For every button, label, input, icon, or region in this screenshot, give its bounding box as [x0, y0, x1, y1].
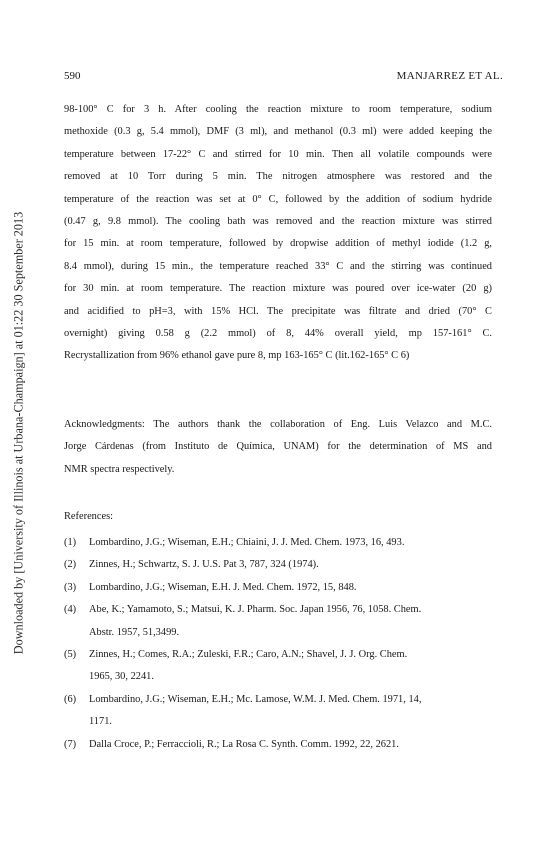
reference-text: Lombardino, J.G.; Wiseman, E.H. J. Med. Chem. 1972, 15, 848.: [89, 581, 357, 593]
body-line: methoxide (0.3 g, 5.4 mmol), DMF (3 ml), and methanol (0.3 ml) were added keeping the: [64, 126, 492, 138]
reference-number: (1): [64, 537, 77, 548]
reference-number: (2): [64, 559, 77, 571]
body-line: 98-100° C for 3 h. After cooling the reaction mixture to room temperature, sodium: [64, 104, 492, 115]
reference-item: [64, 599, 504, 644]
reference-text: Zinnes, H.; Schwartz, S. J. U.S. Pat 3, 787, 324 (1974).: [89, 559, 319, 571]
body-line: temperature between 17-22° C and stirred for 10 min. Then all volatile compounds were: [64, 148, 492, 160]
ack-line: NMR spectra respectively.: [64, 463, 175, 475]
experimental-paragraph: [64, 99, 492, 368]
ack-line: Acknowledgments: The authors thank the collaboration of Eng. Luis Velazco and M.C.: [64, 419, 492, 430]
body-line: temperature of the reaction was set at 0° C, followed by the addition of sodium hydride: [64, 193, 492, 205]
reference-number: (4): [64, 604, 77, 616]
reference-text: Abe, K.; Yamamoto, S.; Matsui, K. J. Pharm. Soc. Japan 1956, 76, 1058. Chem.: [89, 604, 422, 616]
acknowledgments: [64, 414, 492, 481]
running-title: MANJARREZ ET AL.: [396, 70, 503, 82]
reference-text: Dalla Croce, P.; Ferraccioli, R.; La Rosa C. Synth. Comm. 1992, 22, 2621.: [89, 738, 399, 750]
reference-text: Lombardino, J.G.; Wiseman, E.H.; Chiaini, J. J. Med. Chem. 1973, 16, 493.: [89, 537, 405, 548]
reference-item: [64, 577, 504, 599]
references-list: [64, 532, 504, 756]
reference-text: Abstr. 1957, 51,3499.: [89, 626, 180, 638]
reference-number: (3): [64, 581, 77, 593]
reference-text: 1171.: [89, 716, 112, 728]
reference-item: [64, 644, 504, 689]
page-number: 590: [64, 70, 81, 82]
reference-text: 1965, 30, 2241.: [89, 671, 154, 683]
download-watermark-text: Downloaded by [University of Illinois at Urbana-Champaign] at 01:22 30 September 2013: [11, 211, 26, 655]
reference-item: [64, 554, 504, 576]
body-line: and acidified to pH=3, with 15% HCl. The precipitate was filtrate and dried (70° C: [64, 305, 492, 317]
ack-line: Jorge Cárdenas (from Instituto de Química, UNAM) for the determination of MS and: [64, 441, 492, 453]
body-line: (0.47 g, 9.8 mmol). The cooling bath was removed and the reaction mixture was stirred: [64, 215, 492, 227]
reference-item: [64, 689, 504, 734]
references-heading: References:: [64, 511, 114, 522]
body-line: for 30 min. at room temperature. The reaction mixture was poured over ice-water (20 g): [64, 283, 492, 295]
reference-number: (5): [64, 649, 77, 661]
body-line: overnight) giving 0.58 g (2.2 mmol) of 8, 44% overall yield, mp 157-161° C.: [64, 327, 492, 339]
reference-number: (6): [64, 693, 77, 705]
body-line: for 15 min. at room temperature, followed by dropwise addition of methyl iodide (1.2 g,: [64, 238, 492, 250]
reference-text: Lombardino, J.G.; Wiseman, E.H.; Mc. Lamose, W.M. J. Med. Chem. 1971, 14,: [89, 693, 422, 705]
reference-number: (7): [64, 738, 77, 750]
reference-item: [64, 734, 504, 756]
download-watermark: [5, 0, 33, 867]
body-line: Recrystallization from 96% ethanol gave pure 8, mp 163-165° C (lit.162-165° C 6): [64, 350, 410, 362]
body-line: 8.4 mmol), during 15 min., the temperature reached 33° C and the stirring was continued: [64, 260, 492, 272]
body-line: removed at 10 Torr during 5 min. The nitrogen atmosphere was restored and the: [64, 171, 492, 183]
reference-item: [64, 532, 504, 554]
reference-text: Zinnes, H.; Comes, R.A.; Zuleski, F.R.; Caro, A.N.; Shavel, J. J. Org. Chem.: [89, 649, 408, 661]
